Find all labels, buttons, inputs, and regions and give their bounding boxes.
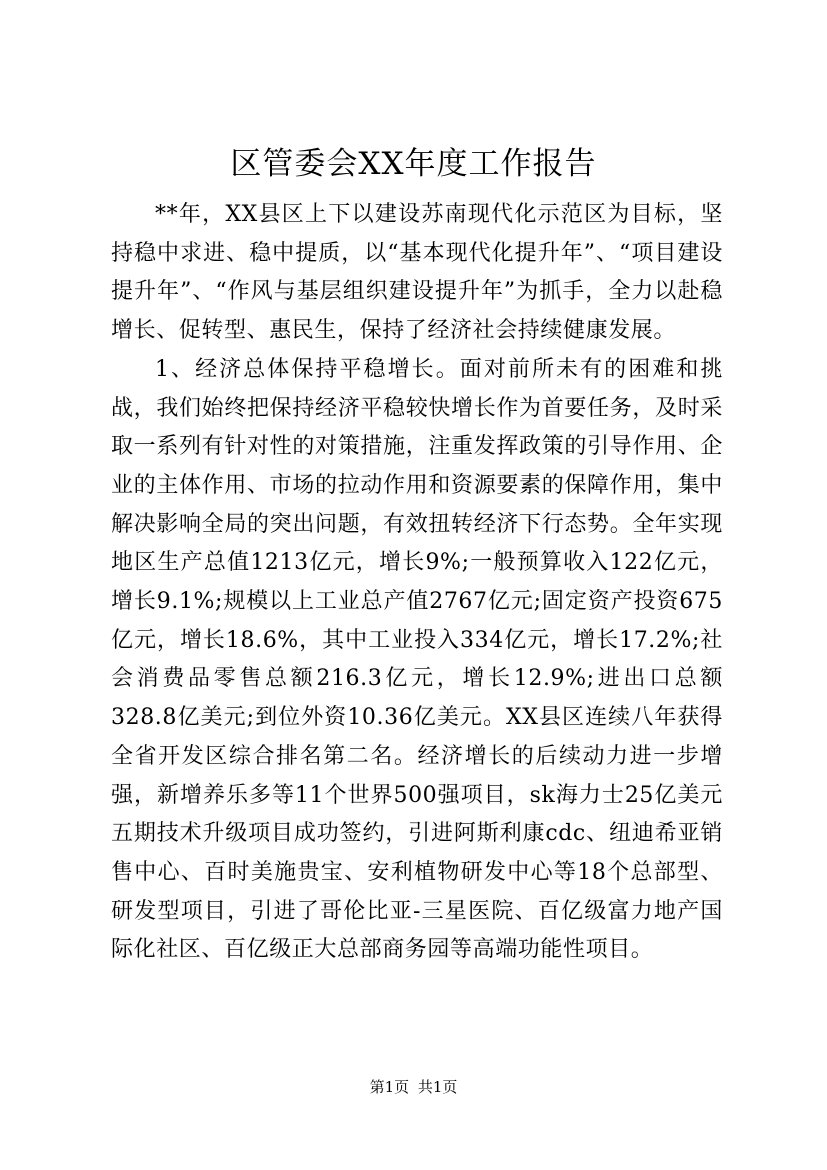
page-number: 第1页	[369, 1078, 410, 1096]
paragraph-economy: 1、经济总体保持平稳增长。面对前所未有的困难和挑战，我们始终把保持经济平稳较快增长作为首要任务，及时采取一系列有针对性的对策措施，注重发挥政策的引导作用、企业的主体作用、市场的拉动作用和资源要素的保障作用，集中解决影响全局的突出问题，有效扭转经济下行态势。全年实现地区生产总值1213亿元，增长9%;一般预算收入122亿元，增长9.1%;规模以上工业总产值2767亿元;固定资产投资675亿元，增长18.6%，其中工业投入334亿元，增长17.2%;社会消费品零售总额216.3亿元，增长12.9%;进出口总额328.8亿美元;到位外资10.36亿美元。XX县区连续八年获得全省开发区综合排名第二名。经济增长的后续动力进一步增强，新增养乐多等11个世界500强项目，sk海力士25亿美元五期技术升级项目成功签约，引进阿斯利康cdc、纽迪希亚销售中心、百时美施贵宝、安利植物研发中心等18个总部型、研发型项目，引进了哥伦比亚-三星医院、百亿级富力地产国际化社区、百亿级正大总部商务园等高端功能性项目。	[111, 356, 723, 963]
page-total: 共1页	[417, 1078, 458, 1096]
page-footer	[0, 1076, 827, 1098]
document-body	[111, 196, 723, 970]
paragraph-intro: **年，XX县区上下以建设苏南现代化示范区为目标，坚持稳中求进、稳中提质，以“基本现代化提升年”、“项目建设提升年”、“作风与基层组织建设提升年”为抓手，全力以赴稳增长、促转型、惠民生，保持了经济社会持续健康发展。	[111, 202, 723, 344]
document-title: 区管委会XX年度工作报告	[230, 146, 597, 182]
